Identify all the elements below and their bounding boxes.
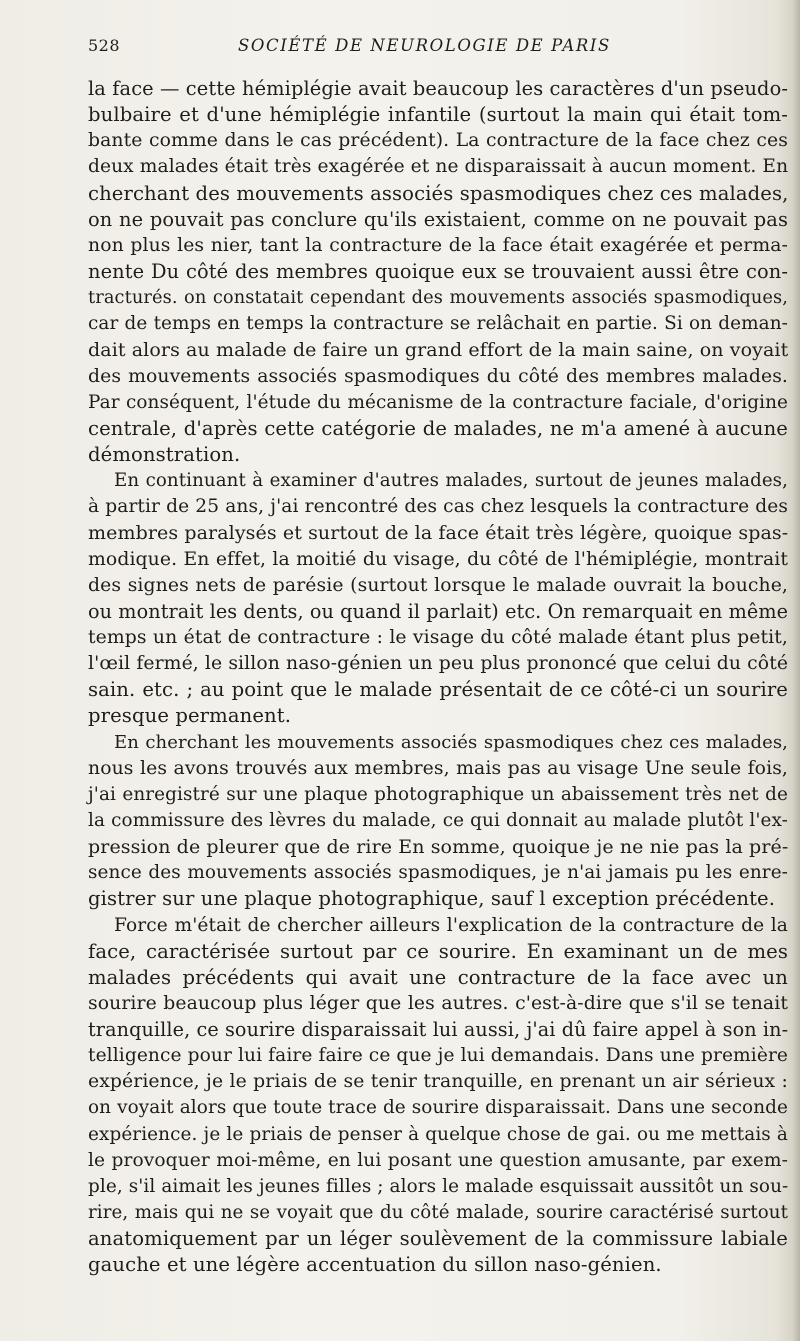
text-line: modique. En effet, la moitié du visage, du côté de l'hémiplégie, montrait (88, 548, 788, 570)
text-line: rire, mais qui ne se voyait que du côté malade, sourire caractérisé surtout (88, 1202, 788, 1224)
text-line: malades précédents qui avait une contracture de la face avec un (88, 965, 788, 989)
text-line: membres paralysés et surtout de la face était très légère, quoique spas- (88, 522, 789, 545)
text-line: En cherchant les mouvements associés spasmodiques chez ces malades, (114, 731, 788, 753)
text-line: nente Du côté des membres quoique eux se trouvaient aussi être con- (88, 259, 788, 283)
text-line: gistrer sur une plaque photographique, sauf l exception précédente. (88, 887, 776, 911)
text-line: sourire beaucoup plus léger que les autres. c'est-à-dire que s'il se tenait (88, 992, 788, 1014)
text-line: centrale, d'après cette catégorie de malades, ne m'a amené à aucune (88, 416, 788, 440)
text-line: on voyait alors que toute trace de sourire disparaissait. Dans une seconde (88, 1097, 788, 1119)
text-line: sain. etc. ; au point que le malade présentait de ce côté-ci un sourire (88, 678, 788, 702)
text-line: cherchant des mouvements associés spasmodiques chez ces malades, (88, 181, 789, 205)
text-line: presque permanent. (88, 704, 292, 728)
text-line: on ne pouvait pas conclure qu'ils existaient, comme on ne pouvait pas (88, 207, 788, 231)
text-line: bante comme dans le cas précédent). La contracture de la face chez ces (88, 130, 788, 152)
text-line: non plus les nier, tant la contracture de la face était exagérée et perma- (88, 234, 788, 256)
page-edge (792, 0, 800, 1341)
text-line: ou montrait les dents, ou quand il parlait) etc. On remarquait en même (88, 599, 789, 623)
text-line: En continuant à examiner d'autres malades, surtout de jeunes malades, (114, 470, 788, 492)
text-line: telligence pour lui faire faire ce que je lui demandais. Dans une première (88, 1045, 789, 1067)
text-line: ple, s'il aimait les jeunes filles ; alors le malade esquissait aussitôt un sou- (88, 1175, 789, 1197)
text-line: Force m'était de chercher ailleurs l'explication de la contracture de la (114, 914, 788, 936)
text-line: deux malades était très exagérée et ne disparaissait à aucun moment. En (88, 156, 789, 178)
paragraph (88, 468, 788, 729)
text-line: gauche et une légère accentuation du sillon naso-génien. (88, 1253, 662, 1277)
text-line: nous les avons trouvés aux membres, mais pas au visage Une seule fois, (88, 757, 788, 779)
paragraph (88, 730, 788, 913)
text-line: anatomiquement par un léger soulèvement de la commissure labiale (88, 1227, 788, 1251)
text-line: j'ai enregistré sur une plaque photographique un abaissement très net de (88, 783, 788, 805)
text-line: à partir de 25 ans, j'ai rencontré des cas chez lesquels la contracture des (88, 496, 788, 518)
text-line: tracturés. on constatait cependant des mouvements associés spasmodiques, (88, 287, 788, 309)
paragraph (88, 76, 788, 468)
text-line: expérience. je le priais de penser à quelque chose de gai. ou me mettais à (88, 1123, 788, 1145)
body-text (88, 76, 788, 1278)
text-line: expérience, je le priais de se tenir tranquille, en prenant un air sérieux : (88, 1071, 788, 1093)
text-line: bulbaire et d'une hémiplégie infantile (surtout la main qui était tom- (88, 103, 788, 127)
text-line: des mouvements associés spasmodiques du côté des membres malades. (88, 365, 788, 387)
text-line: face, caractérisée surtout par ce sourire. En examinant un de mes (88, 939, 788, 963)
paragraph (88, 913, 788, 1279)
text-line: temps un état de contracture : le visage du côté malade étant plus petit, (88, 626, 788, 648)
page-header (88, 36, 728, 60)
text-line: tranquille, ce sourire disparaissait lui aussi, j'ai dû faire appel à son in- (88, 1018, 789, 1042)
text-line: dait alors au malade de faire un grand effort de la main saine, on voyait (88, 339, 789, 362)
text-line: démonstration. (88, 442, 241, 466)
text-line: la face — cette hémiplégie avait beaucoup les caractères d'un pseudo- (88, 77, 788, 100)
page-number: 528 (88, 36, 121, 55)
text-line: sence des mouvements associés spasmodiques, je n'ai jamais pu les enre- (88, 862, 788, 884)
running-title: SOCIÉTÉ DE NEUROLOGIE DE PARIS (238, 36, 611, 55)
text-line: des signes nets de parésie (surtout lorsque le malade ouvrait la bouche, (88, 574, 788, 596)
text-line: la commissure des lèvres du malade, ce qui donnait au malade plutôt l'ex- (88, 809, 788, 831)
text-line: le provoquer moi-même, en lui posant une question amusante, par exem- (88, 1149, 788, 1171)
text-line: car de temps en temps la contracture se relâchait en partie. Si on deman- (88, 313, 788, 335)
text-line: Par conséquent, l'étude du mécanisme de la contracture faciale, d'origine (88, 391, 788, 413)
text-line: pression de pleurer que de rire En somme, quoique je ne nie pas la pré- (88, 836, 789, 859)
text-line: l'œil fermé, le sillon naso-génien un peu plus prononcé que celui du côté (88, 653, 789, 675)
